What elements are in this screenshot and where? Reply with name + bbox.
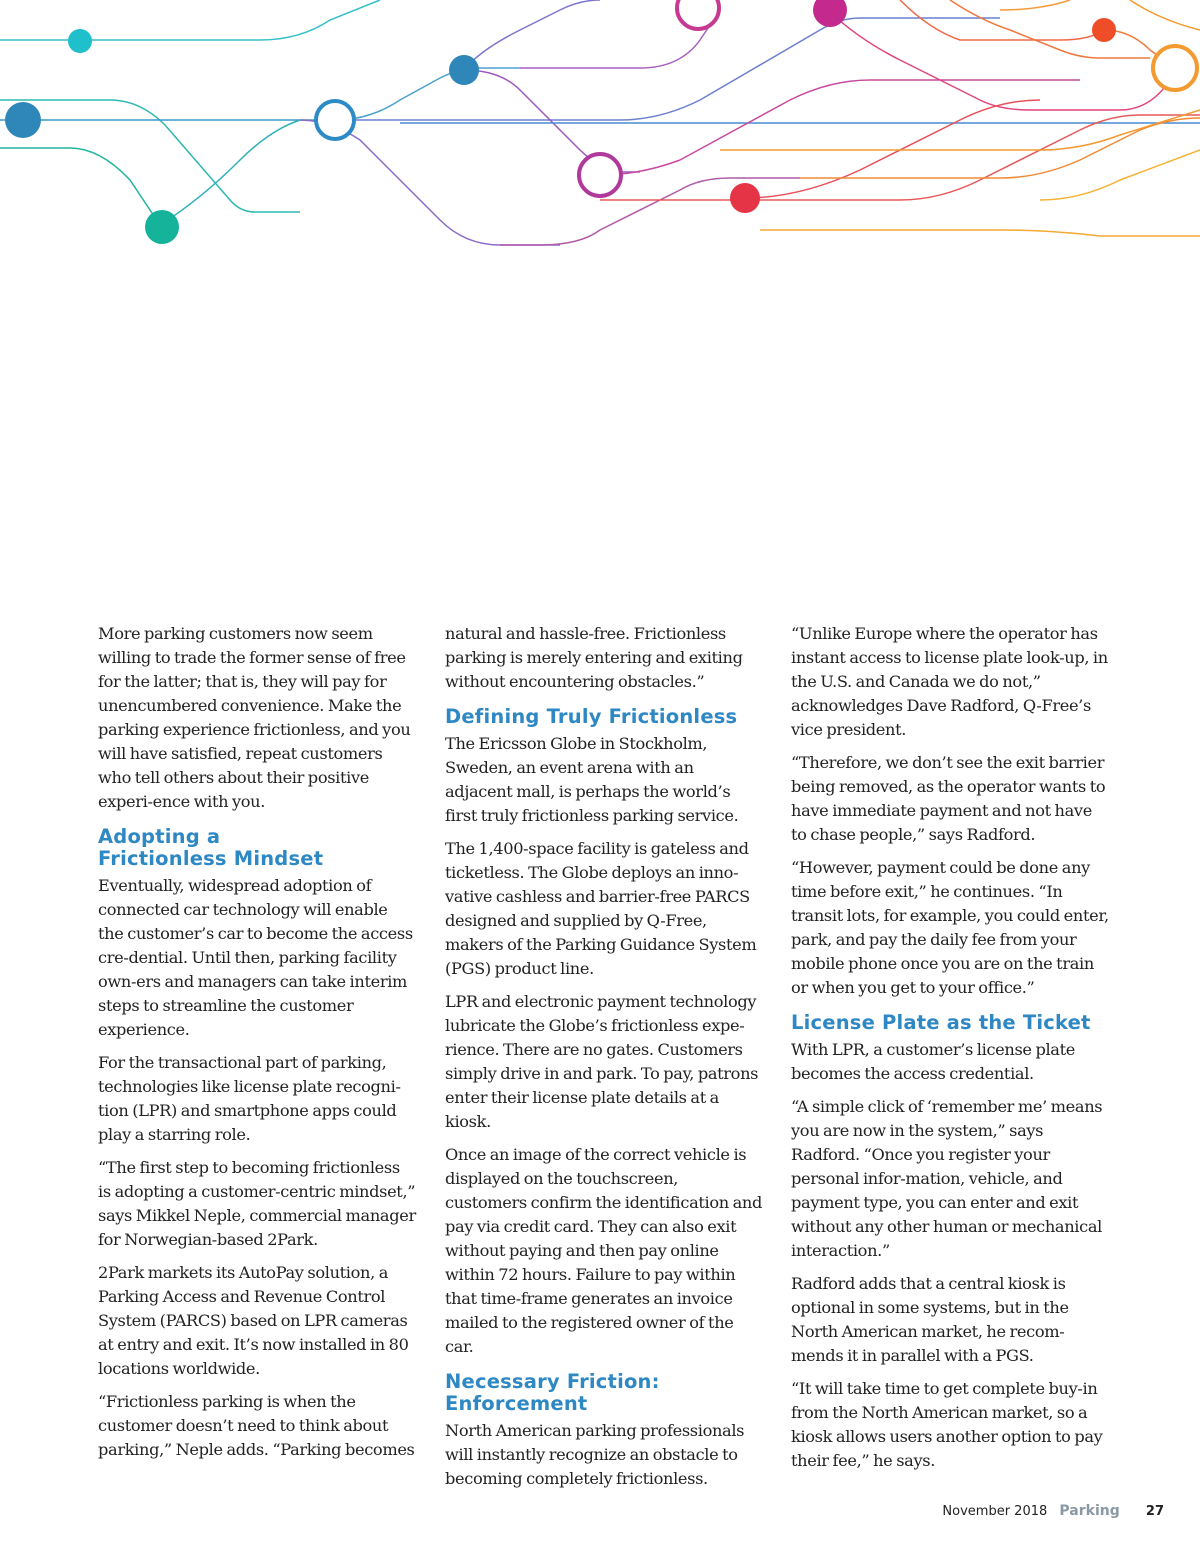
network-lines-graphic <box>0 0 1200 250</box>
paragraph: More parking customers now seem willing to trade the former sense of free for the latter; that is, they will pay for unencumbered convenience. Make the parking experience frictionless, and you will have satisfied, repeat customers who tell others about their positive experi-ence with you. <box>98 624 411 811</box>
paragraph: The 1,400-space facility is gateless and ticketless. The Globe deploys an inno-vative cashless and barrier-free PARCS designed and supplied by Q-Free, makers of the Parking Guidance System (PGS) product line. <box>445 839 757 978</box>
paragraph: Radford adds that a central kiosk is optional in some systems, but in the North American market, he recom-mends it in parallel with a PGS. <box>791 1274 1069 1365</box>
heading-line: Enforcement <box>445 1392 588 1415</box>
paragraph: “It will take time to get complete buy-in from the North American market, so a kiosk allows users another option to pay their fee,” he says. <box>791 1379 1103 1470</box>
paragraph: With LPR, a customer’s license plate becomes the access credential. <box>791 1040 1075 1083</box>
paragraph: North American parking professionals will instantly recognize an obstacle to becoming completely frictionless. <box>445 1421 745 1488</box>
paragraph: “The first step to becoming frictionless is adopting a customer-centric mindset,” says Mikkel Neple, commercial manager for Norwegian-based 2Park. <box>98 1158 416 1249</box>
article-column-3 <box>791 622 1111 1482</box>
paragraph: Eventually, widespread adoption of connected car technology will enable the customer’s car to become the access cre-dential. Until then, parking facility own-ers and managers can take interim steps to streamline the customer experience. <box>98 876 413 1039</box>
paragraph: “Frictionless parking is when the customer doesn’t need to think about parking,” Neple adds. “Parking becomes <box>98 1392 415 1459</box>
paragraph: “However, payment could be done any time before exit,” he continues. “In transit lots, for example, you could enter, park, and pay the daily fee from your mobile phone once you are on the train or when you get to your office.” <box>791 858 1109 997</box>
paragraph: Once an image of the correct vehicle is displayed on the touchscreen, customers confirm the identification and pay via credit card. They can also exit without paying and then pay online within 72 hours. Failure to pay within that time-frame generates an invoice mailed to the registered owner of the car. <box>445 1145 763 1356</box>
paragraph: 2Park markets its AutoPay solution, a Parking Access and Revenue Control System (PARCS) based on LPR cameras at entry and exit. It’s now installed in 80 locations worldwide. <box>98 1263 409 1378</box>
heading-line: Adopting a <box>98 825 221 848</box>
paragraph: natural and hassle-free. Frictionless parking is merely entering and exiting without encountering obstacles.” <box>445 624 743 691</box>
article-column-1 <box>98 622 416 1471</box>
section-heading-defining: Defining Truly Frictionless <box>445 705 738 728</box>
issue-date: November 2018 <box>942 1504 1048 1519</box>
paragraph: “Therefore, we don’t see the exit barrier being removed, as the operator wants to have immediate payment and not have to chase people,” says Radford. <box>791 753 1106 844</box>
section-heading-necessary-friction <box>445 1371 763 1415</box>
paragraph: For the transactional part of parking, technologies like license plate recogni-tion (LPR) and smartphone apps could play a starring role. <box>98 1053 401 1144</box>
heading-line: Necessary Friction: <box>445 1370 660 1393</box>
section-heading-adopting <box>98 826 416 870</box>
heading-line: Frictionless Mindset <box>98 847 324 870</box>
article-column-2 <box>445 622 763 1500</box>
page-footer <box>942 1503 1164 1519</box>
magazine-name: Parking <box>1059 1503 1120 1519</box>
section-heading-license-plate: License Plate as the Ticket <box>791 1011 1091 1034</box>
page-number: 27 <box>1145 1504 1164 1519</box>
paragraph: The Ericsson Globe in Stockholm, Sweden, an event arena with an adjacent mall, is perhaps the world’s first truly frictionless parking service. <box>445 734 739 825</box>
paragraph: LPR and electronic payment technology lubricate the Globe’s frictionless expe-rience. There are no gates. Customers simply drive in and park. To pay, patrons enter their license plate details at a kiosk. <box>445 992 759 1131</box>
paragraph: “Unlike Europe where the operator has instant access to license plate look-up, in the U.S. and Canada we do not,” acknowledges Dave Radford, Q-Free’s vice president. <box>791 624 1108 739</box>
paragraph: “A simple click of ‘remember me’ means you are now in the system,” says Radford. “Once you register your personal infor-mation, vehicle, and payment type, you can enter and exit without any other human or mechanical interaction.” <box>791 1097 1103 1260</box>
